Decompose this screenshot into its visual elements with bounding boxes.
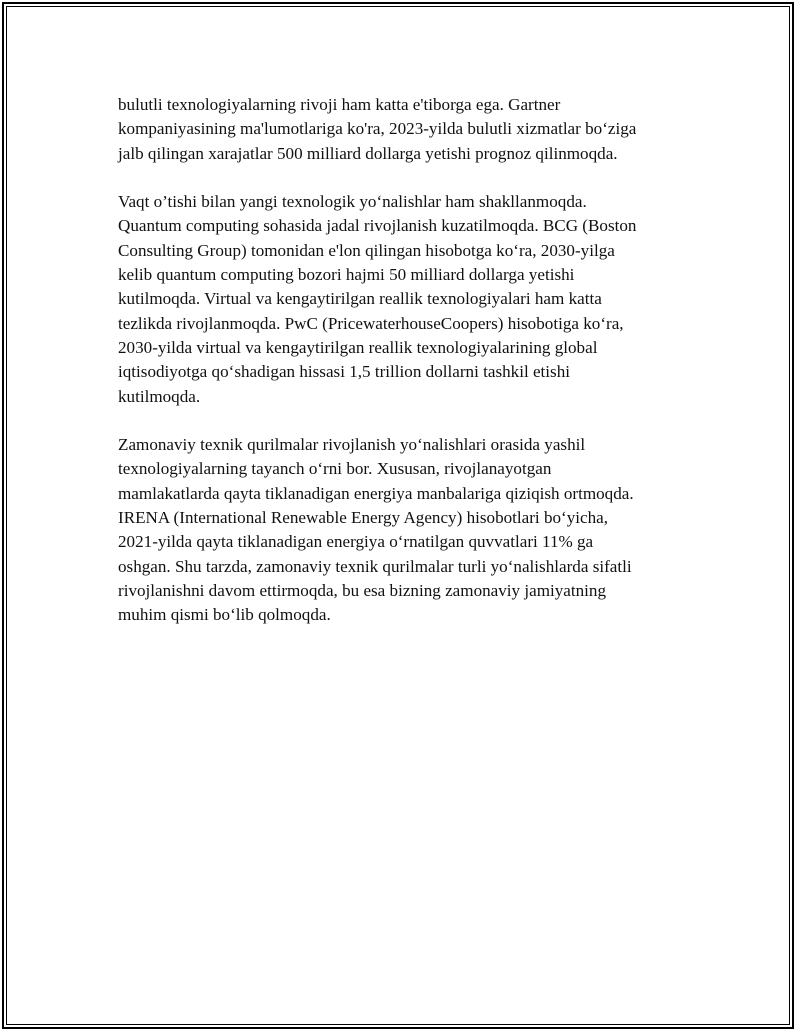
text-line: bulutli texnologiyalarning rivoji ham katta e'tiborga ega. Gartner	[118, 95, 561, 114]
text-line: 2021-yilda qayta tiklanadigan energiya o‘rnatilgan quvvatlari 11% ga	[118, 532, 594, 552]
text-line: kutilmoqda.	[118, 386, 201, 406]
text-line: texnologiyalarning tayanch o‘rni bor. Xususan, rivojlanayotgan	[118, 459, 552, 479]
text-line: muhim qismi bo‘lib qolmoqda.	[118, 605, 331, 625]
text-line: kutilmoqda. Virtual va kengaytirilgan reallik texnologiyalari ham katta	[118, 289, 602, 309]
paragraph-green-tech	[118, 433, 698, 627]
text-line: mamlakatlarda qayta tiklanadigan energiya manbalariga qiziqish ortmoqda.	[118, 483, 634, 503]
text-line: iqtisodiyotga qo‘shadigan hissasi 1,5 trillion dollarni tashkil etishi	[118, 362, 570, 382]
text-line: Zamonaviy texnik qurilmalar rivojlanish yo‘nalishlari orasida yashil	[118, 435, 586, 455]
text-line: Consulting Group) tomonidan e'lon qilingan hisobotga ko‘ra, 2030-yilga	[118, 240, 615, 260]
text-line: jalb qilingan xarajatlar 500 milliard dollarga yetishi prognoz qilinmoqda.	[118, 143, 618, 163]
text-line: tezlikda rivojlanmoqda. PwC (PricewaterhouseCoopers) hisobotiga ko‘ra,	[118, 313, 624, 333]
text-line: Quantum computing sohasida jadal rivojlanish kuzatilmoqda. BCG (Boston	[118, 216, 637, 236]
text-line: rivojlanishni davom ettirmoqda, bu esa bizning zamonaviy jamiyatning	[118, 580, 607, 600]
text-line: kompaniyasining ma'lumotlariga ko'ra, 2023-yilda bulutli xizmatlar bo‘ziga	[118, 119, 637, 139]
paragraph-cloud-tech	[118, 93, 698, 166]
text-line: Vaqt o’tishi bilan yangi texnologik yo‘nalishlar ham shakllanmoqda.	[118, 192, 587, 212]
text-line: oshgan. Shu tarzda, zamonaviy texnik qurilmalar turli yo‘nalishlarda sifatli	[118, 556, 632, 576]
document-body	[118, 93, 698, 652]
text-line: IRENA (International Renewable Energy Agency) hisobotlari bo‘yicha,	[118, 508, 609, 528]
text-line: kelib quantum computing bozori hajmi 50 milliard dollarga yetishi	[118, 265, 575, 285]
paragraph-new-directions	[118, 190, 698, 409]
text-line: 2030-yilda virtual va kengaytirilgan reallik texnologiyalarining global	[118, 337, 598, 357]
